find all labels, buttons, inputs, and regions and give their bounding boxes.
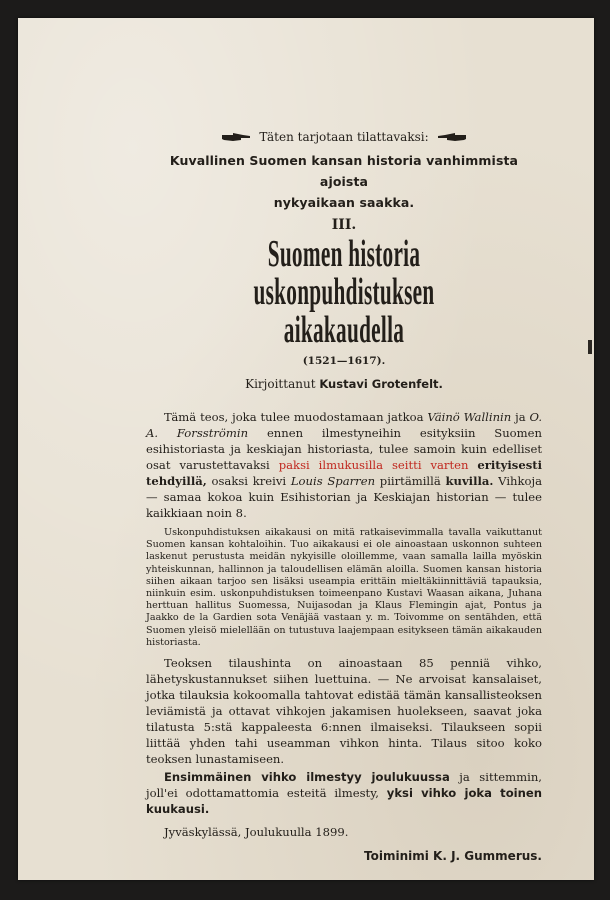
- p1-bold-b: kuvilla.: [445, 474, 494, 488]
- intro-paragraph: [146, 409, 542, 521]
- p1-text-d: osaksi kreivi: [211, 474, 287, 488]
- author-line: [146, 377, 542, 391]
- p1-name-sparre: Louis Sparren: [290, 474, 376, 488]
- p1-bold-a: erityisesti tehdyillä,: [146, 458, 542, 488]
- period-years: (1521—1617).: [302, 355, 386, 367]
- offer-text: Täten tarjotaan tilattavaksi:: [259, 130, 429, 144]
- p4-text-a: ja sittemmin, joll'ei odottamattomia esteitä ilmesty,: [146, 770, 542, 801]
- series-title: [146, 150, 542, 213]
- p1-text-a: Tämä teos, joka tulee muodostamaan jatkoa: [164, 410, 424, 424]
- document-page: [18, 18, 594, 880]
- p1-text-b: ja: [515, 410, 526, 424]
- volume-number: III.: [331, 217, 357, 233]
- series-line-2: nykyaikaan saakka.: [273, 195, 415, 210]
- author-prefix: Kirjoittanut: [245, 377, 316, 391]
- title-line-1: Suomen historia uskonpuhdistuksen: [253, 233, 435, 313]
- p4-bold-a: Ensimmäinen vihko ilmestyy joulukuussa: [164, 770, 450, 785]
- announcement: [146, 130, 542, 863]
- book-title: [233, 235, 455, 349]
- pointing-hand-left-icon: [437, 131, 467, 143]
- price-paragraph: Teoksen tilaushinta on ainoastaan 85 penniä vihko, lähetyskustannukset siihen luettuina. — Ne arvoisat kansalaiset, jotka tilauksia kokoomalla tahtovat edistää tämän kansallisteoksen leviämistä ja ottavat vihkojen jakamisen huolekseen, saavat joka tilatusta 5:stä kappaleesta 6:nnen ilmaiseksi. Tilaukseen sopii liittää yhden tahi useamman vihkon hinta. Tilaus sitoo koko teoksen lunastamiseen.: [146, 656, 542, 767]
- series-line-1: Kuvallinen Suomen kansan historia vanhimmista ajoista: [169, 153, 519, 189]
- pointing-hand-right-icon: [221, 131, 251, 143]
- p1-text-c: ennen ilmestyneihin esityksiin Suomen esihistoriasta ja keskiajan historiasta, tulee samoin kuin edelliset osat varustettavaksi: [146, 426, 542, 472]
- p1-name-wallin: Väinö Wallinin: [427, 410, 512, 424]
- offer-line: [146, 130, 542, 144]
- edge-mark: [588, 340, 592, 354]
- title-line-2: aikakaudella: [283, 309, 405, 351]
- p4-bold-b: yksi vihko joka toinen kuukausi.: [146, 786, 543, 817]
- author-name: Kustavi Grotenfelt.: [319, 377, 443, 391]
- publisher-signature: Toiminimi K. J. Gummerus.: [364, 849, 542, 864]
- red-overprint: paksi ilmukusilla seitti varten: [278, 458, 469, 472]
- place-date: Jyväskylässä, Joulukuulla 1899.: [164, 825, 349, 840]
- p1-name-forsstrom: O. A. Forsströmin: [146, 410, 543, 440]
- p1-text-e: piirtämillä: [379, 474, 441, 488]
- p1-text-f: Vihkoja — samaa kokoa kuin Esihistorian ja Keskiajan historian — tulee kaikkiaan noin 8.: [146, 474, 543, 520]
- history-paragraph: Uskonpuhdistuksen aikakausi on mitä ratkaisevimmalla tavalla vaikuttanut Suomen kansan kohtaloihin. Tuo aikakausi ei ole ainoastaan uskonnon suhteen laskenut perustusta meidän nykyisille oloillemme, vaan samalla lailla myöskin yhteiskunnan, hallinnon ja taloudellisen elämän aloilla. Suomen kansan historia siihen aikaan tarjoo sen lisäksi useampia erittäin mieltäkiinnittäviä tapauksia, niinkuin esim. uskonpuhdistuksen toimeenpano Kustavi Waasan aikana, Juhana herttuan hallitus Suomessa, Nuijasodan ja Klaus Flemingin ajat, Pontus ja Jaakko de la Gardien sota Venäjää vastaan y. m. Toivomme on sentähden, että Suomen yleisö mielellään on tutustuva laajempaan esitykseen tämän aikakauden historiasta.: [146, 527, 542, 648]
- schedule-paragraph: [146, 769, 542, 817]
